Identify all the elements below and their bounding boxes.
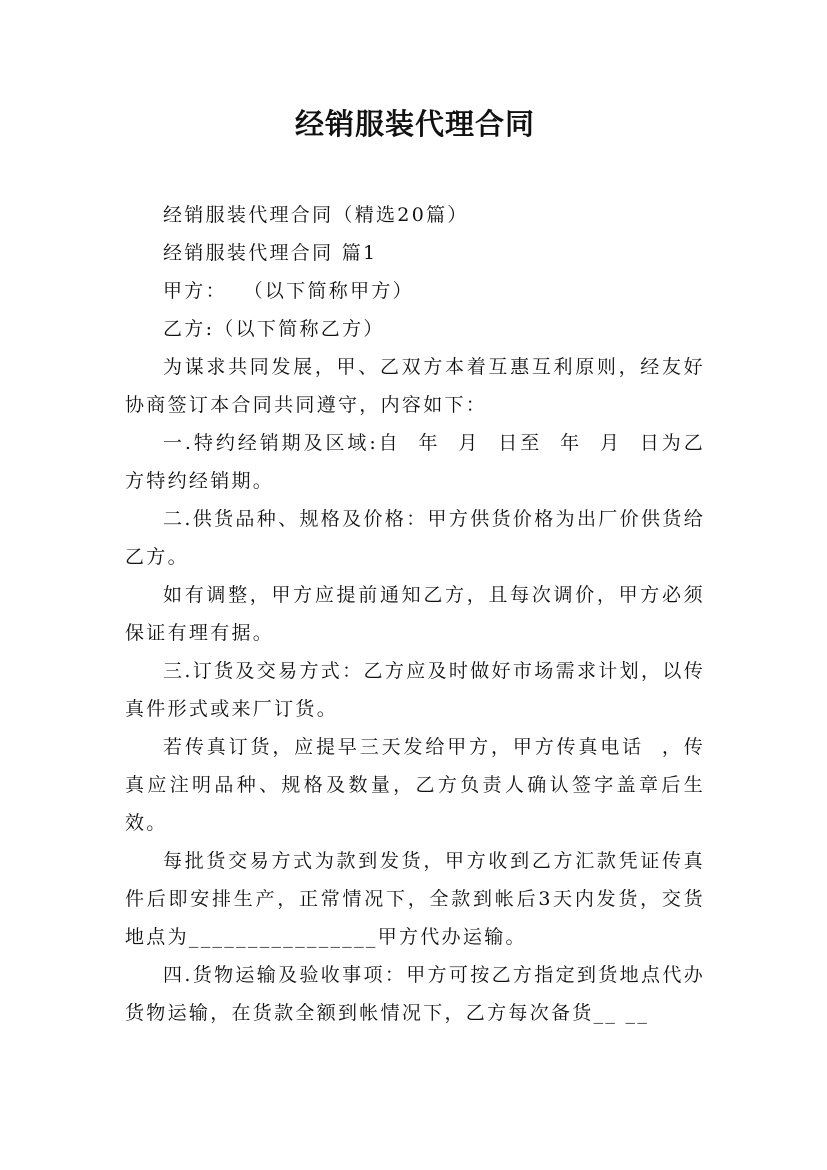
paragraph-clause-2: 二.供货品种、规格及价格：甲方供货价格为出厂价供货给乙方。 [125, 508, 705, 568]
paragraph-party-a: 甲方： （以下简称甲方） [163, 280, 414, 302]
paragraph-clause-1: 一.特约经销期及区域:自 年 月 日至 年 月 日为乙方特约经销期。 [125, 432, 705, 492]
paragraph-party-b: 乙方:（以下简称乙方） [163, 318, 385, 340]
paragraph-fax-order: 若传真订货，应提早三天发给甲方，甲方传真电话 ，传真应注明品种、规格及数量，乙方负责人确认签字盖章后生效。 [125, 736, 705, 834]
paragraph-payment-terms: 每批货交易方式为款到发货，甲方收到乙方汇款凭证传真件后即安排生产，正常情况下，全款到帐后3天内发货，交货地点为________________甲方代办运输。 [125, 850, 705, 948]
paragraph-clause-3: 三.订货及交易方式：乙方应及时做好市场需求计划，以传真件形式或来厂订货。 [125, 660, 705, 720]
paragraph-subtitle: 经销服装代理合同（精选20篇） [163, 204, 469, 226]
document-title: 经销服装代理合同 [294, 107, 535, 141]
document-body [125, 196, 705, 1032]
paragraph-price-adjustment: 如有调整，甲方应提前通知乙方，且每次调价，甲方必须保证有理有据。 [125, 584, 705, 644]
paragraph-clause-4: 四.货物运输及验收事项：甲方可按乙方指定到货地点代办货物运输，在货款全额到帐情况下，乙方每次备货__ __ [125, 964, 705, 1024]
paragraph-section-heading: 经销服装代理合同 篇1 [163, 242, 378, 264]
paragraph-preamble: 为谋求共同发展，甲、乙双方本着互惠互利原则，经友好协商签订本合同共同遵守，内容如下： [125, 356, 705, 416]
